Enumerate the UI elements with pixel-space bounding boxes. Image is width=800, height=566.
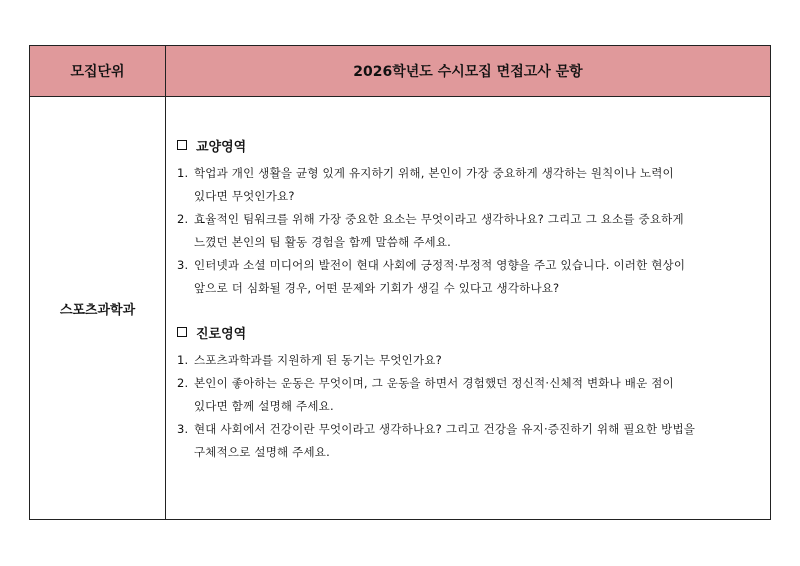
question-text [194,254,770,300]
section-title-text: 교양영역 [196,139,247,155]
question-list [177,162,770,300]
interview-questions-table [29,45,771,520]
question-text [194,162,770,208]
question-line: 학업과 개인 생활을 균형 있게 유지하기 위해, 본인이 가장 중요하게 생각하는 원칙이나 노력이 [194,166,674,180]
question-item [177,372,770,418]
checkbox-icon [177,327,187,337]
question-number: 3. [177,422,189,436]
question-line: 구체적으로 설명해 주세요. [194,445,330,459]
question-line: 스포츠과학과를 지원하게 된 동기는 무엇인가요? [194,353,442,367]
question-number: 1. [177,166,189,180]
header-unit-label: 모집단위 [30,46,166,96]
question-line: 현대 사회에서 건강이란 무엇이라고 생각하나요? 그리고 건강을 유지·증진하기 위해 필요한 방법을 [194,422,696,436]
section-career [177,322,770,464]
question-item [177,349,770,372]
question-list [177,349,770,464]
question-line: 본인이 좋아하는 운동은 무엇이며, 그 운동을 하면서 경험했던 정신적·신체적 변화나 배운 점이 [194,376,674,390]
table-body-row [30,97,770,519]
section-title [177,135,770,155]
table-header-row [30,46,770,97]
question-item [177,162,770,208]
question-text [194,349,770,372]
question-number: 2. [177,212,189,226]
section-title-text: 진로영역 [196,326,247,342]
question-line: 효율적인 팀워크를 위해 가장 중요한 요소는 무엇이라고 생각하나요? 그리고 그 요소를 중요하게 [194,212,684,226]
question-text [194,418,770,464]
question-line: 느꼈던 본인의 팀 활동 경험을 함께 말씀해 주세요. [194,235,452,249]
header-title: 2026학년도 수시모집 면접고사 문항 [353,64,583,80]
question-line: 인터넷과 소셜 미디어의 발전이 현대 사회에 긍정적·부정적 영향을 주고 있습니다. 이러한 현상이 [194,258,686,272]
checkbox-icon [177,140,187,150]
question-line: 앞으로 더 심화될 경우, 어떤 문제와 기회가 생길 수 있다고 생각하나요? [194,281,560,295]
questions-cell [166,97,770,519]
question-item [177,208,770,254]
question-text [194,372,770,418]
question-line: 있다면 함께 설명해 주세요. [194,399,334,413]
question-item [177,254,770,300]
question-number: 2. [177,376,189,390]
question-line: 있다면 무엇인가요? [194,189,295,203]
unit-name: 스포츠과학과 [30,97,166,519]
question-number: 1. [177,353,189,367]
section-general [177,135,770,300]
question-item [177,418,770,464]
section-title [177,322,770,342]
question-text [194,208,770,254]
question-number: 3. [177,258,189,272]
